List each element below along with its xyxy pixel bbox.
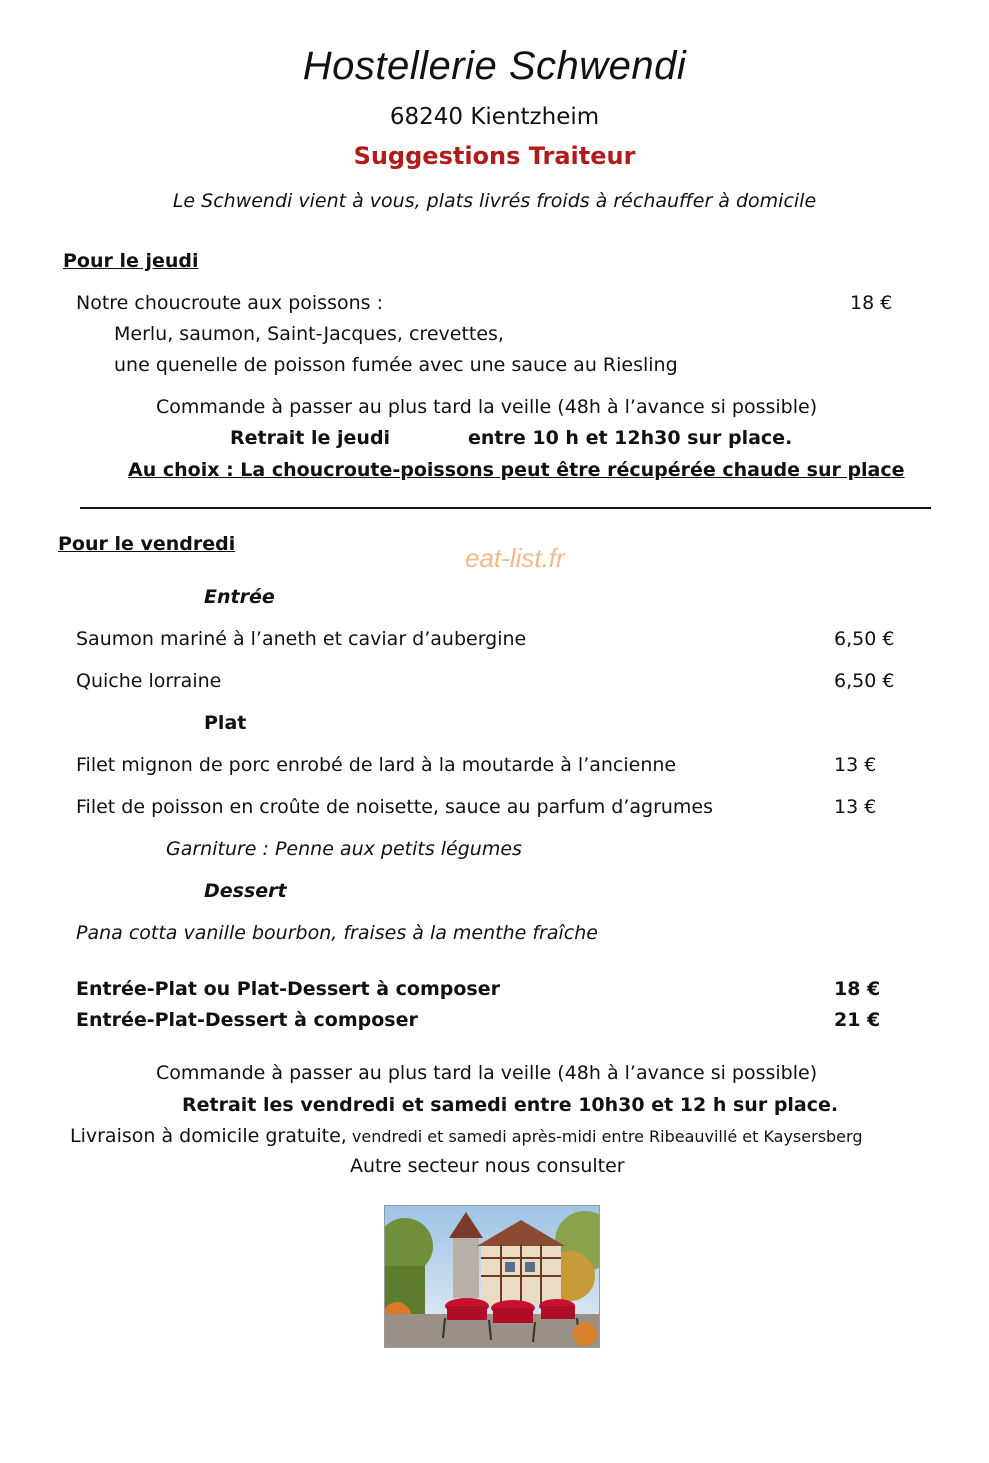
delivery-detail: vendredi et samedi après-midi entre Ribeauvillé et Kaysersberg xyxy=(346,1127,863,1146)
restaurant-name: Hostellerie Schwendi xyxy=(302,44,687,88)
vendredi-order-note: Commande à passer au plus tard la veille (48h à l’avance si possible) xyxy=(156,1062,818,1084)
garniture-note: Garniture : Penne aux petits légumes xyxy=(166,838,522,860)
formula-name: Entrée-Plat-Dessert à composer xyxy=(76,1009,418,1031)
menu-item-price: 13 € xyxy=(834,796,877,818)
jeudi-pickup-time: entre 10 h et 12h30 sur place. xyxy=(468,427,793,449)
menu-item-price: 13 € xyxy=(834,754,877,776)
section-heading-jeudi: Pour le jeudi xyxy=(63,250,199,272)
delivery-note xyxy=(70,1125,862,1147)
dessert-heading: Dessert xyxy=(204,880,287,902)
formula-price: 18 € xyxy=(834,978,881,1000)
delivery-lead: Livraison à domicile gratuite, xyxy=(70,1125,347,1147)
section-heading-vendredi: Pour le vendredi xyxy=(58,533,236,555)
choucroute-dish-description-1: Merlu, saumon, Saint-Jacques, crevettes, xyxy=(114,323,504,345)
choucroute-dish-description-2: une quenelle de poisson fumée avec une sauce au Riesling xyxy=(114,354,678,376)
jeudi-pickup-label: Retrait le jeudi xyxy=(230,427,391,449)
menu-item-price: 6,50 € xyxy=(834,628,895,650)
section-divider xyxy=(80,507,931,509)
menu-item-name: Filet de poisson en croûte de noisette, sauce au parfum d’agrumes xyxy=(76,796,714,818)
plat-heading: Plat xyxy=(204,712,247,734)
hostellerie-photo xyxy=(384,1205,600,1348)
menu-item-price: 6,50 € xyxy=(834,670,895,692)
choucroute-dish-name: Notre choucroute aux poissons : xyxy=(76,292,383,314)
menu-subtitle: Suggestions Traiteur xyxy=(353,142,636,170)
jeudi-order-note: Commande à passer au plus tard la veille (48h à l’avance si possible) xyxy=(156,396,818,418)
menu-item-name: Filet mignon de porc enrobé de lard à la moutarde à l’ancienne xyxy=(76,754,677,776)
menu-item-name: Saumon mariné à l’aneth et caviar d’aubergine xyxy=(76,628,527,650)
dessert-item: Pana cotta vanille bourbon, fraises à la menthe fraîche xyxy=(76,922,598,944)
menu-item-name: Quiche lorraine xyxy=(76,670,222,692)
menu-tagline: Le Schwendi vient à vous, plats livrés froids à réchauffer à domicile xyxy=(172,190,817,212)
formula-price: 21 € xyxy=(834,1009,881,1031)
jeudi-choice-note: Au choix : La choucroute-poissons peut être récupérée chaude sur place xyxy=(128,459,905,481)
choucroute-dish-price: 18 € xyxy=(850,292,893,314)
formula-name: Entrée-Plat ou Plat-Dessert à composer xyxy=(76,978,500,1000)
other-area-note: Autre secteur nous consulter xyxy=(350,1155,625,1177)
vendredi-pickup-note: Retrait les vendredi et samedi entre 10h30 et 12 h sur place. xyxy=(182,1094,839,1116)
restaurant-address: 68240 Kientzheim xyxy=(389,104,600,130)
entree-heading: Entrée xyxy=(204,586,275,608)
watermark: eat-list.fr xyxy=(465,543,565,573)
